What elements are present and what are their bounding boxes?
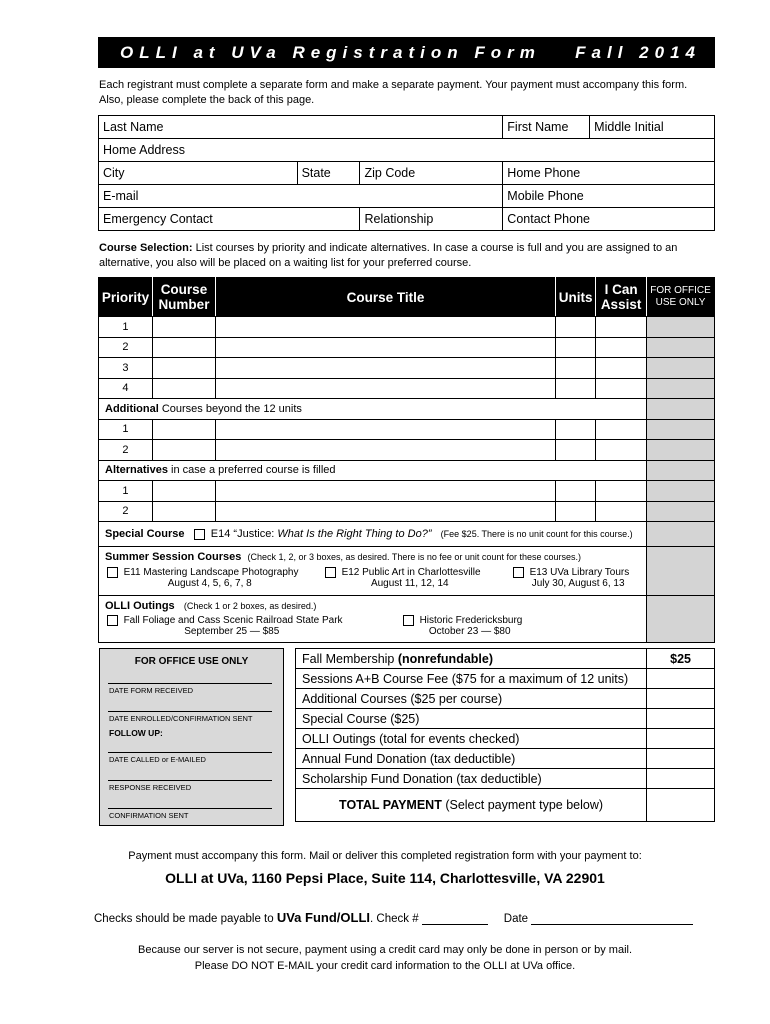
last-name-field[interactable]: Last Name bbox=[99, 116, 503, 139]
payment-row bbox=[296, 689, 715, 709]
course-number-header: Course Number bbox=[152, 278, 215, 317]
zip-field[interactable]: Zip Code bbox=[360, 162, 503, 185]
alternatives-heading: Alternatives in case a preferred course is filled bbox=[99, 460, 647, 481]
can-assist-input[interactable] bbox=[596, 481, 647, 502]
date-form-received-label: DATE FORM RECEIVED bbox=[109, 686, 194, 695]
units-input[interactable] bbox=[556, 317, 596, 338]
additional-heading: Additional Courses beyond the 12 units bbox=[99, 399, 647, 420]
divider bbox=[108, 808, 272, 809]
office-use-title: FOR OFFICE USE ONLY bbox=[134, 656, 249, 667]
payment-row bbox=[296, 649, 715, 669]
payment-row bbox=[296, 729, 715, 749]
can-assist-input[interactable] bbox=[596, 378, 647, 399]
personal-info-table bbox=[98, 115, 715, 231]
intro-line-1: Each registrant must complete a separate form and make a separate payment. Your payment must accompany this form. bbox=[99, 79, 688, 91]
total-payment-label: TOTAL PAYMENT (Select payment type below) bbox=[296, 789, 647, 822]
special-course-title: E14 “Justice: What Is the Right Thing to Do?” bbox=[210, 528, 432, 540]
course-number-input[interactable] bbox=[152, 358, 215, 379]
payee-name: UVa Fund/OLLI bbox=[276, 910, 371, 925]
special-course-note: (Fee $25. There is no unit count for this course.) bbox=[440, 529, 633, 539]
relationship-field[interactable]: Relationship bbox=[360, 208, 503, 231]
middle-initial-field[interactable]: Middle Initial bbox=[590, 116, 715, 139]
office-cell bbox=[647, 501, 715, 522]
course-title-input[interactable] bbox=[215, 419, 555, 440]
special-course-label: Special Course bbox=[105, 528, 185, 540]
date-called-label: DATE CALLED or E-MAILED bbox=[109, 755, 206, 764]
payment-row bbox=[296, 669, 715, 689]
scholarship-fund-label: Scholarship Fund Donation (tax deductible) bbox=[296, 769, 647, 789]
special-course-amount[interactable] bbox=[647, 709, 715, 729]
table-row bbox=[99, 317, 715, 338]
special-course-row bbox=[99, 522, 715, 547]
can-assist-input[interactable] bbox=[596, 337, 647, 358]
can-assist-header: I Can Assist bbox=[596, 278, 647, 317]
course-title-header: Course Title bbox=[215, 278, 555, 317]
first-name-field[interactable]: First Name bbox=[503, 116, 590, 139]
course-title-input[interactable] bbox=[215, 317, 555, 338]
summer-e13-checkbox[interactable] bbox=[513, 567, 524, 578]
summer-session-row bbox=[99, 547, 715, 596]
additional-section-row bbox=[99, 399, 715, 420]
office-cell bbox=[647, 481, 715, 502]
units-header: Units bbox=[556, 278, 596, 317]
outing-option-foliage: Fall Foliage and Cass Scenic Railroad State Park September 25 — $85 bbox=[107, 615, 343, 637]
office-cell bbox=[647, 440, 715, 461]
credit-card-note-2: Please DO NOT E-MAIL your credit card information to the OLLI at UVa office. bbox=[194, 960, 576, 972]
table-row bbox=[99, 378, 715, 399]
course-number-input[interactable] bbox=[152, 378, 215, 399]
state-field[interactable]: State bbox=[297, 162, 360, 185]
special-course-cell bbox=[99, 522, 647, 547]
course-title-input[interactable] bbox=[215, 481, 555, 502]
emergency-contact-field[interactable]: Emergency Contact bbox=[99, 208, 360, 231]
units-input[interactable] bbox=[556, 378, 596, 399]
check-payable-line: Checks should be made payable to UVa Fund/OLLI. Check # Date bbox=[94, 910, 693, 925]
units-input[interactable] bbox=[556, 358, 596, 379]
can-assist-input[interactable] bbox=[596, 317, 647, 338]
alternatives-section-row bbox=[99, 460, 715, 481]
alternative-number: 1 bbox=[99, 481, 153, 502]
additional-courses-amount[interactable] bbox=[647, 689, 715, 709]
course-title-input[interactable] bbox=[215, 501, 555, 522]
city-field[interactable]: City bbox=[99, 162, 298, 185]
special-course-checkbox[interactable] bbox=[194, 529, 205, 540]
table-row bbox=[99, 501, 715, 522]
special-course-fee-label: Special Course ($25) bbox=[296, 709, 647, 729]
units-input[interactable] bbox=[556, 501, 596, 522]
course-title-input[interactable] bbox=[215, 337, 555, 358]
office-cell bbox=[647, 460, 715, 481]
sessions-fee-label: Sessions A+B Course Fee ($75 for a maximum of 12 units) bbox=[296, 669, 647, 689]
summer-e11-checkbox[interactable] bbox=[107, 567, 118, 578]
office-use-box bbox=[99, 648, 284, 826]
fall-membership-amount: $25 bbox=[647, 649, 715, 669]
can-assist-input[interactable] bbox=[596, 358, 647, 379]
payment-row bbox=[296, 749, 715, 769]
form-title-bar bbox=[98, 37, 715, 68]
intro-text bbox=[99, 78, 719, 108]
table-row bbox=[99, 419, 715, 440]
outings-row bbox=[99, 596, 715, 643]
date-field[interactable] bbox=[531, 924, 693, 925]
payment-table bbox=[295, 648, 715, 822]
payment-row bbox=[296, 789, 715, 822]
summer-e12-checkbox[interactable] bbox=[325, 567, 336, 578]
additional-number: 2 bbox=[99, 440, 153, 461]
credit-card-note-1: Because our server is not secure, payment using a credit card may only be done in person or by mail. bbox=[137, 944, 633, 956]
office-cell bbox=[647, 337, 715, 358]
olli-outings-label: OLLI Outings (total for events checked) bbox=[296, 729, 647, 749]
olli-outings-amount[interactable] bbox=[647, 729, 715, 749]
course-table-header bbox=[99, 278, 715, 317]
follow-up-label: FOLLOW UP: bbox=[109, 728, 163, 738]
form-term: Fall 2014 bbox=[575, 43, 701, 62]
units-input[interactable] bbox=[556, 440, 596, 461]
home-phone-field[interactable]: Home Phone bbox=[503, 162, 715, 185]
units-input[interactable] bbox=[556, 481, 596, 502]
office-cell bbox=[647, 419, 715, 440]
additional-number: 1 bbox=[99, 419, 153, 440]
scholarship-fund-amount[interactable] bbox=[647, 769, 715, 789]
response-received-label: RESPONSE RECEIVED bbox=[109, 783, 192, 792]
priority-number: 1 bbox=[99, 317, 153, 338]
can-assist-input[interactable] bbox=[596, 419, 647, 440]
course-selection-heading: Course Selection: bbox=[99, 242, 193, 254]
office-cell bbox=[647, 399, 715, 420]
divider bbox=[108, 683, 272, 684]
course-number-input[interactable] bbox=[152, 337, 215, 358]
outing-option-fredericksburg: Historic Fredericksburg October 23 — $80 bbox=[403, 615, 522, 637]
units-input[interactable] bbox=[556, 419, 596, 440]
priority-number: 2 bbox=[99, 337, 153, 358]
additional-courses-label: Additional Courses ($25 per course) bbox=[296, 689, 647, 709]
summer-session-note: (Check 1, 2, or 3 boxes, as desired. There is no fee or unit count for these courses.) bbox=[247, 552, 581, 562]
units-input[interactable] bbox=[556, 337, 596, 358]
divider bbox=[108, 752, 272, 753]
alternative-number: 2 bbox=[99, 501, 153, 522]
can-assist-input[interactable] bbox=[596, 501, 647, 522]
date-enrolled-label: DATE ENROLLED/CONFIRMATION SENT bbox=[109, 714, 253, 723]
email-field[interactable]: E-mail bbox=[99, 185, 503, 208]
office-use-header: FOR OFFICE USE ONLY bbox=[647, 278, 715, 317]
course-title-input[interactable] bbox=[215, 358, 555, 379]
course-selection-instructions bbox=[99, 241, 719, 271]
date-label: Date bbox=[503, 913, 529, 925]
priority-number: 3 bbox=[99, 358, 153, 379]
course-number-input[interactable] bbox=[152, 501, 215, 522]
table-row bbox=[99, 337, 715, 358]
confirmation-sent-label: CONFIRMATION SENT bbox=[109, 811, 189, 820]
divider bbox=[108, 711, 272, 712]
summer-session-cell bbox=[99, 547, 647, 596]
office-cell bbox=[647, 378, 715, 399]
divider bbox=[108, 780, 272, 781]
check-number-field[interactable] bbox=[422, 924, 488, 925]
mobile-phone-field[interactable]: Mobile Phone bbox=[503, 185, 715, 208]
total-payment-amount[interactable] bbox=[647, 789, 715, 822]
payment-row bbox=[296, 709, 715, 729]
outings-cell bbox=[99, 596, 647, 643]
annual-fund-amount[interactable] bbox=[647, 749, 715, 769]
outing-fredericksburg-checkbox[interactable] bbox=[403, 615, 414, 626]
fall-membership-label: Fall Membership (nonrefundable) bbox=[296, 649, 647, 669]
course-title-input[interactable] bbox=[215, 440, 555, 461]
form-title: OLLI at UVa Registration Form bbox=[120, 43, 541, 62]
summer-session-label: Summer Session Courses bbox=[105, 551, 242, 563]
annual-fund-label: Annual Fund Donation (tax deductible) bbox=[296, 749, 647, 769]
outing-foliage-checkbox[interactable] bbox=[107, 615, 118, 626]
course-selection-text: List courses by priority and indicate alternatives. In case a course is full and you are assigned to an alternative, you also will be placed on a waiting list for your preferred course. bbox=[99, 242, 678, 269]
intro-line-2: Also, please complete the back of this page. bbox=[99, 94, 315, 106]
table-row bbox=[99, 358, 715, 379]
mailing-address: OLLI at UVa, 1160 Pepsi Place, Suite 114, Charlottesville, VA 22901 bbox=[165, 870, 605, 886]
outings-label: OLLI Outings bbox=[105, 600, 175, 612]
office-cell bbox=[647, 522, 715, 547]
outings-note: (Check 1 or 2 boxes, as desired.) bbox=[183, 601, 317, 611]
course-number-input[interactable] bbox=[152, 317, 215, 338]
course-number-input[interactable] bbox=[152, 481, 215, 502]
payment-instructions: Payment must accompany this form. Mail or deliver this completed registration form with your payment to: bbox=[128, 850, 642, 862]
table-row bbox=[99, 481, 715, 502]
priority-number: 4 bbox=[99, 378, 153, 399]
home-address-field[interactable]: Home Address bbox=[99, 139, 715, 162]
office-cell bbox=[647, 358, 715, 379]
sessions-fee-amount[interactable] bbox=[647, 669, 715, 689]
office-cell bbox=[647, 547, 715, 596]
course-title-input[interactable] bbox=[215, 378, 555, 399]
summer-option-e12: E12 Public Art in Charlottesville August 11, 12, 14 bbox=[325, 567, 481, 589]
office-cell bbox=[647, 596, 715, 643]
office-cell bbox=[647, 317, 715, 338]
table-row bbox=[99, 440, 715, 461]
course-number-input[interactable] bbox=[152, 419, 215, 440]
summer-option-e11: E11 Mastering Landscape Photography August 4, 5, 6, 7, 8 bbox=[107, 567, 299, 589]
summer-option-e13: E13 UVa Library Tours July 30, August 6, 13 bbox=[513, 567, 629, 589]
priority-header: Priority bbox=[99, 278, 153, 317]
can-assist-input[interactable] bbox=[596, 440, 647, 461]
course-number-input[interactable] bbox=[152, 440, 215, 461]
course-table bbox=[98, 277, 715, 643]
contact-phone-field[interactable]: Contact Phone bbox=[503, 208, 715, 231]
payment-row bbox=[296, 769, 715, 789]
